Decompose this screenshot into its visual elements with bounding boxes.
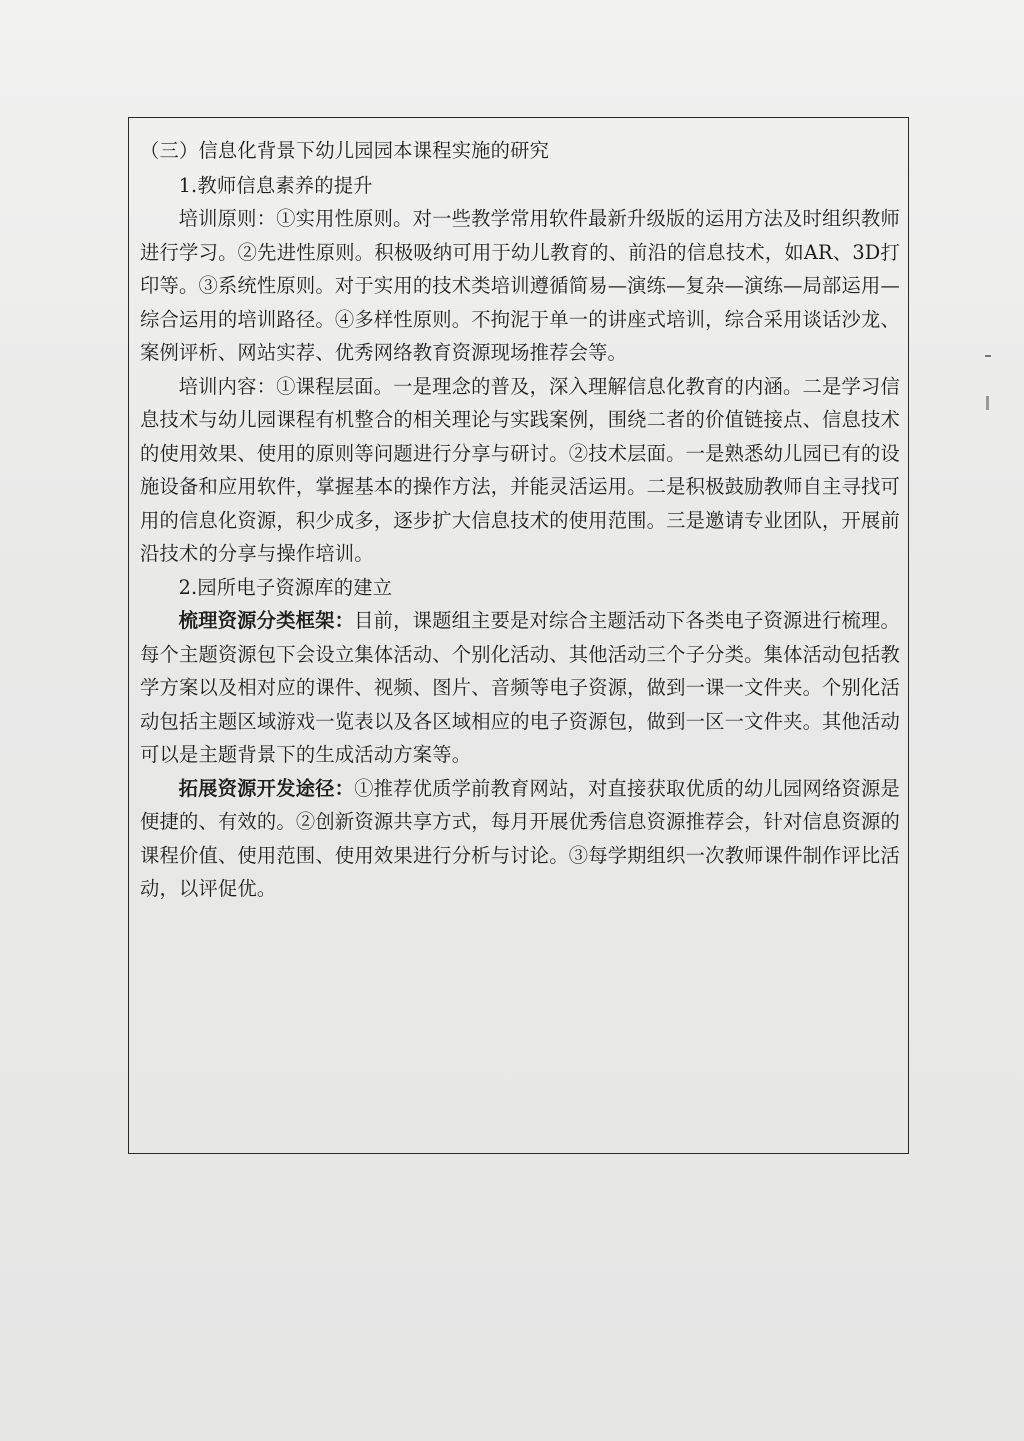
paragraph-resource-development [140, 772, 900, 906]
paragraph-text: ①推荐优质学前教育网站，对直接获取优质的幼儿园网络资源是便捷的、有效的。②创新资源共享方式，每月开展优秀信息资源推荐会，针对信息资源的课程价值、使用范围、使用效果进行分析与讨论。③每学期组织一次教师课件制作评比活动，以评促优。 [140, 776, 900, 900]
subsection-title-1: 1.教师信息素养的提升 [178, 173, 373, 197]
paragraph-text: 目前，课题组主要是对综合主题活动下各类电子资源进行梳理。每个主题资源包下会设立集体活动、个别化活动、其他活动三个子分类。集体活动包括教学方案以及相对应的课件、视频、图片、音频等电子资源，做到一课一文件夹。个别化活动包括主题区域游戏一览表以及各区域相应的电子资源包，做到一区一文件夹。其他活动可以是主题背景下的生成活动方案等。 [140, 609, 900, 766]
paragraph-lead: 培训内容： [178, 374, 277, 398]
paragraph-training-content [140, 370, 900, 571]
paragraph-training-principles [140, 202, 900, 370]
paragraph-text: ①实用性原则。对一些教学常用软件最新升级版的运用方法及时组织教师进行学习。②先进性原则。积极吸纳可用于幼儿教育的、前沿的信息技术，如AR、3D打印等。③系统性原则。对于实用的技术类培训遵循简易—演练—复杂—演练—局部运用—综合运用的培训路径。④多样性原则。不拘泥于单一的讲座式培训，综合采用谈话沙龙、案例评析、网站实荐、优秀网络教育资源现场推荐会等。 [140, 207, 901, 364]
paragraph-text: ①课程层面。一是理念的普及，深入理解信息化教育的内涵。二是学习信息技术与幼儿园课程有机整合的相关理论与实践案例，围绕二者的价值链接点、信息技术的使用效果、使用的原则等问题进行分享与研讨。②技术层面。一是熟悉幼儿园已有的设施设备和应用软件，掌握基本的操作方法，并能灵活运用。二是积极鼓励教师自主寻找可用的信息化资源，积少成多，逐步扩大信息技术的使用范围。三是邀请专业团队，开展前沿技术的分享与操作培训。 [140, 374, 901, 565]
subsection-title-2: 2.园所电子资源库的建立 [178, 575, 393, 599]
scan-speck [985, 355, 991, 357]
paragraph-lead: 梳理资源分类框架： [178, 609, 355, 632]
paragraph-lead: 培训原则： [178, 207, 277, 230]
paragraph-lead: 拓展资源开发途径： [178, 776, 355, 800]
paragraph-resource-framework [140, 604, 900, 772]
document-body [140, 134, 900, 906]
section-title: （三）信息化背景下幼儿园园本课程实施的研究 [140, 139, 550, 162]
scan-speck [986, 396, 989, 410]
